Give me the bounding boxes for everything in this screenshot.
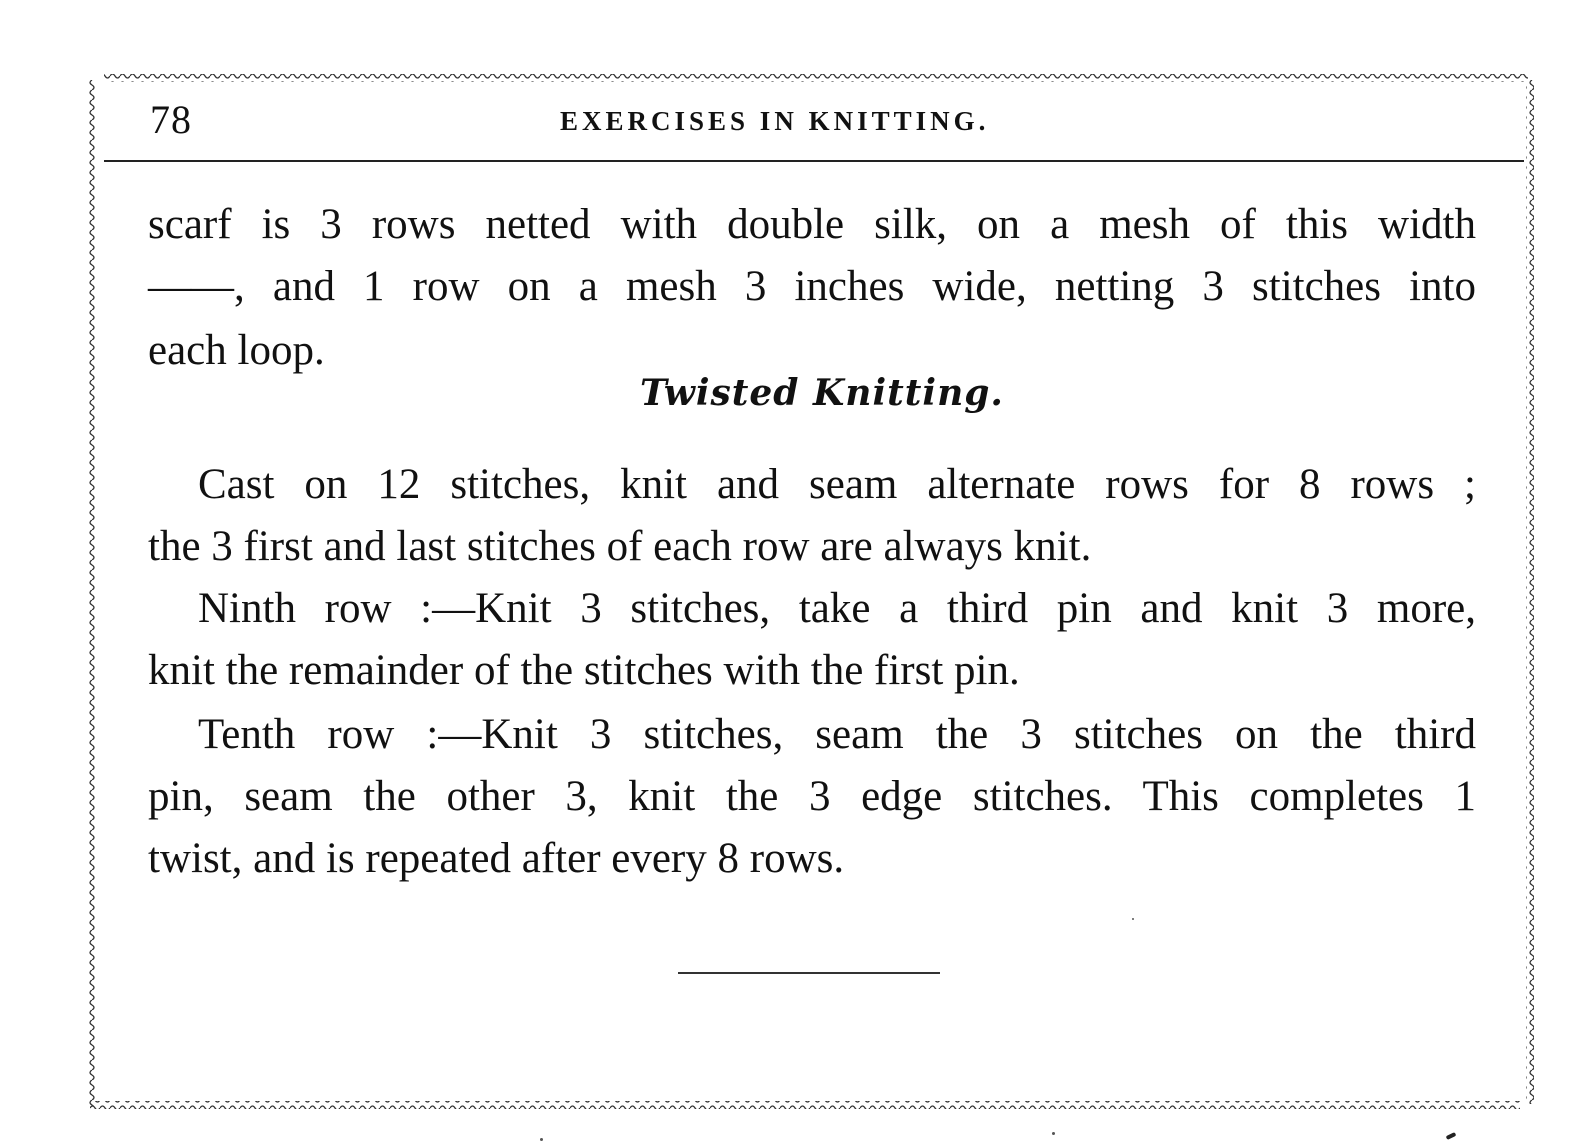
paragraph-3-line-1: Tenth row :—Knit 3 stitches, seam the 3 stitches on the third [198, 711, 1476, 758]
intro-line-2: ——, and 1 row on a mesh 3 inches wide, netting 3 stitches into [148, 263, 1476, 310]
paragraph-2-line-2: knit the remainder of the stitches with the first pin. [148, 647, 1020, 694]
end-rule [678, 972, 940, 974]
intro-line-1: scarf is 3 rows netted with double silk, on a mesh of this width [148, 201, 1476, 248]
paragraph-1-line-2: the 3 first and last stitches of each row are always knit. [148, 523, 1092, 570]
section-heading: Twisted Knitting. [640, 372, 1004, 414]
ink-speck [1132, 918, 1134, 920]
ink-speck [1052, 1132, 1055, 1135]
paragraph-1-line-1: Cast on 12 stitches, knit and seam alternate rows for 8 rows ; [198, 461, 1476, 508]
border-bottom [90, 1101, 1520, 1109]
border-top [104, 74, 1528, 82]
paragraph-2-line-1: Ninth row :—Knit 3 stitches, take a third pin and knit 3 more, [198, 585, 1476, 632]
paragraph-3-line-3: twist, and is repeated after every 8 rows. [148, 835, 845, 882]
intro-line-3: each loop. [148, 327, 325, 374]
header-rule [104, 160, 1524, 162]
paragraph-3-line-2: pin, seam the other 3, knit the 3 edge stitches. This completes 1 [148, 773, 1476, 820]
border-left [88, 80, 96, 1106]
border-right [1526, 80, 1534, 1104]
running-title: EXERCISES IN KNITTING. [560, 106, 990, 136]
page-number: 78 [150, 97, 192, 142]
ink-speck [540, 1138, 543, 1141]
